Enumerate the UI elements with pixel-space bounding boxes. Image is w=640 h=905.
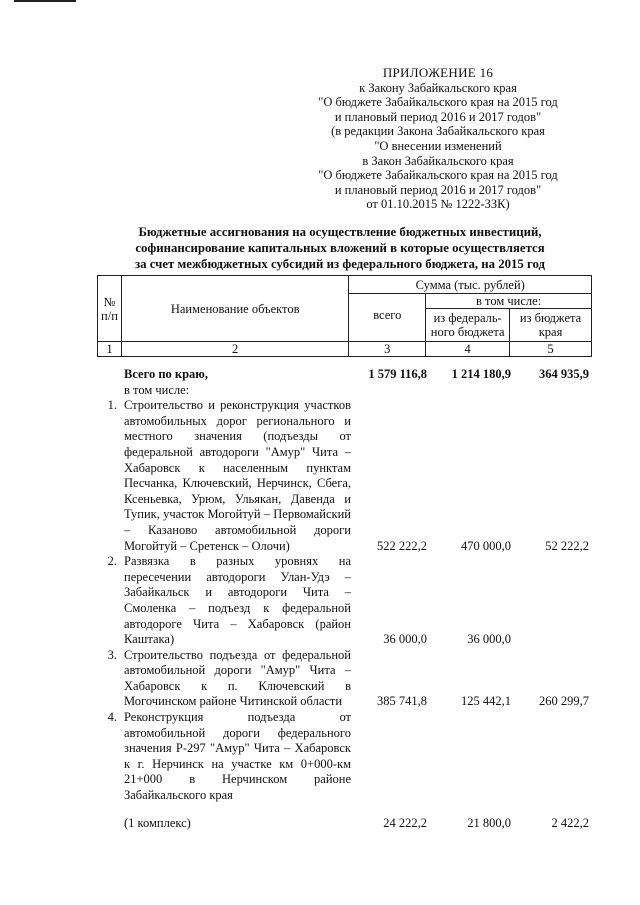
appendix-title: ПРИЛОЖЕНИЕ 16 [382,65,494,80]
row-reg: 52 222,2 [545,538,589,553]
total-row [97,367,592,383]
appendix-line: "О внесении изменений [374,138,502,153]
total-name: Всего по краю, [124,367,208,381]
header-fed: из федераль-ного бюджета [426,309,510,342]
title-line: софинансирование капитальных вложений в которые осуществляется [135,241,545,255]
appendix-line: и плановый период 2016 и 2017 годов" [334,182,542,197]
col-number: 3 [349,342,426,357]
table-row [97,554,592,648]
row-fed: 470 000,0 [461,538,511,553]
row-name: Строительство и реконструкция участков автомобильных дорог регионального и местного значения (подъезды от федеральной автодороги "Амур" Чита – Хабаровск к населенным пунктам Песчанка, Ключевский, Нерчинск, Сбега, Ксеньевка, Урюм, Ульякан, Давенда и Тупик, участок Могойтуй – Первомайский – Казаново автомобильной дороги Могойтуй – Сретенск – Олочи) [124,398,351,553]
row-number: 3. [107,647,117,662]
row-number: 4. [107,710,117,725]
row-name: Строительство подъезда от федеральной автомобильной дороги "Амур" Чита – Хабаровск к п. Ключевский в Могочинском районе Читинской области [124,647,351,709]
table-row [97,398,592,554]
table-body [97,367,592,831]
document-title [100,224,580,272]
appendix-line: "О бюджете Забайкальского края на 2015 год [318,168,558,183]
row-number: 1. [107,398,117,413]
appendix-line: (в редакции Закона Забайкальского края [331,124,545,139]
header-total: всего [349,294,426,342]
appendix-line: к Закону Забайкальского края [359,80,517,95]
title-line: Бюджетные ассигнования на осуществление бюджетных инвестиций, [138,225,542,239]
appendix-line: от 01.10.2015 № 1222-ЗЗК) [366,197,510,212]
col-number: 5 [510,342,592,357]
total-reg-value: 364 935,9 [539,367,589,381]
total-value: 1 579 116,8 [368,367,427,381]
row-reg: 2 422,2 [551,815,589,830]
col-number: 2 [121,342,348,357]
table-row [97,648,592,710]
header-incl: в том числе: [426,294,592,309]
appendix-header [288,66,588,212]
row-name-extra: (1 комплекс) [124,815,191,830]
row-total: 24 222,2 [383,815,427,830]
table-row [97,710,592,831]
appendix-line: в Закон Забайкальского края [362,153,514,168]
row-total: 36 000,0 [383,632,427,647]
header-reg: из бюджета края [510,309,592,342]
col-number: 4 [426,342,510,357]
total-subtitle: в том числе: [124,382,190,397]
table-header [97,275,592,357]
row-total: 522 222,2 [377,538,427,553]
total-fed-value: 1 214 180,9 [451,367,511,381]
row-reg: 260 299,7 [539,694,589,709]
row-fed: 36 000,0 [467,632,511,647]
header-sum: Сумма (тыс. рублей) [349,276,592,294]
appendix-line: "О бюджете Забайкальского края на 2015 год [318,95,558,110]
row-fed: 125 442,1 [461,694,511,709]
header-name: Наименование объектов [121,276,348,342]
row-number: 2. [107,554,117,569]
appendix-line: и плановый период 2016 и 2017 годов" [334,109,542,124]
top-rule [14,0,76,2]
col-number: 1 [98,342,122,357]
row-name: Реконструкция подъезда от автомобильной дороги федерального значения Р-297 "Амур" Чита – Хабаровск к г. Нерчинск на участке км 0+000-км 21+000 в Нерчинском районе Забайкальского края [124,710,351,803]
header-num: № п/п [98,276,122,342]
row-fed: 21 800,0 [467,815,511,830]
title-line: за счет межбюджетных субсидий из федерального бюджета, на 2015 год [135,257,545,271]
row-name: Развязка в разных уровнях на пересечении автодороги Улан-Удэ – Забайкальск и автодороги Чита – Смоленка – подъезд к федеральной автодороге Чита – Хабаровск (район Каштака) [124,554,351,647]
row-total: 385 741,8 [377,694,427,709]
